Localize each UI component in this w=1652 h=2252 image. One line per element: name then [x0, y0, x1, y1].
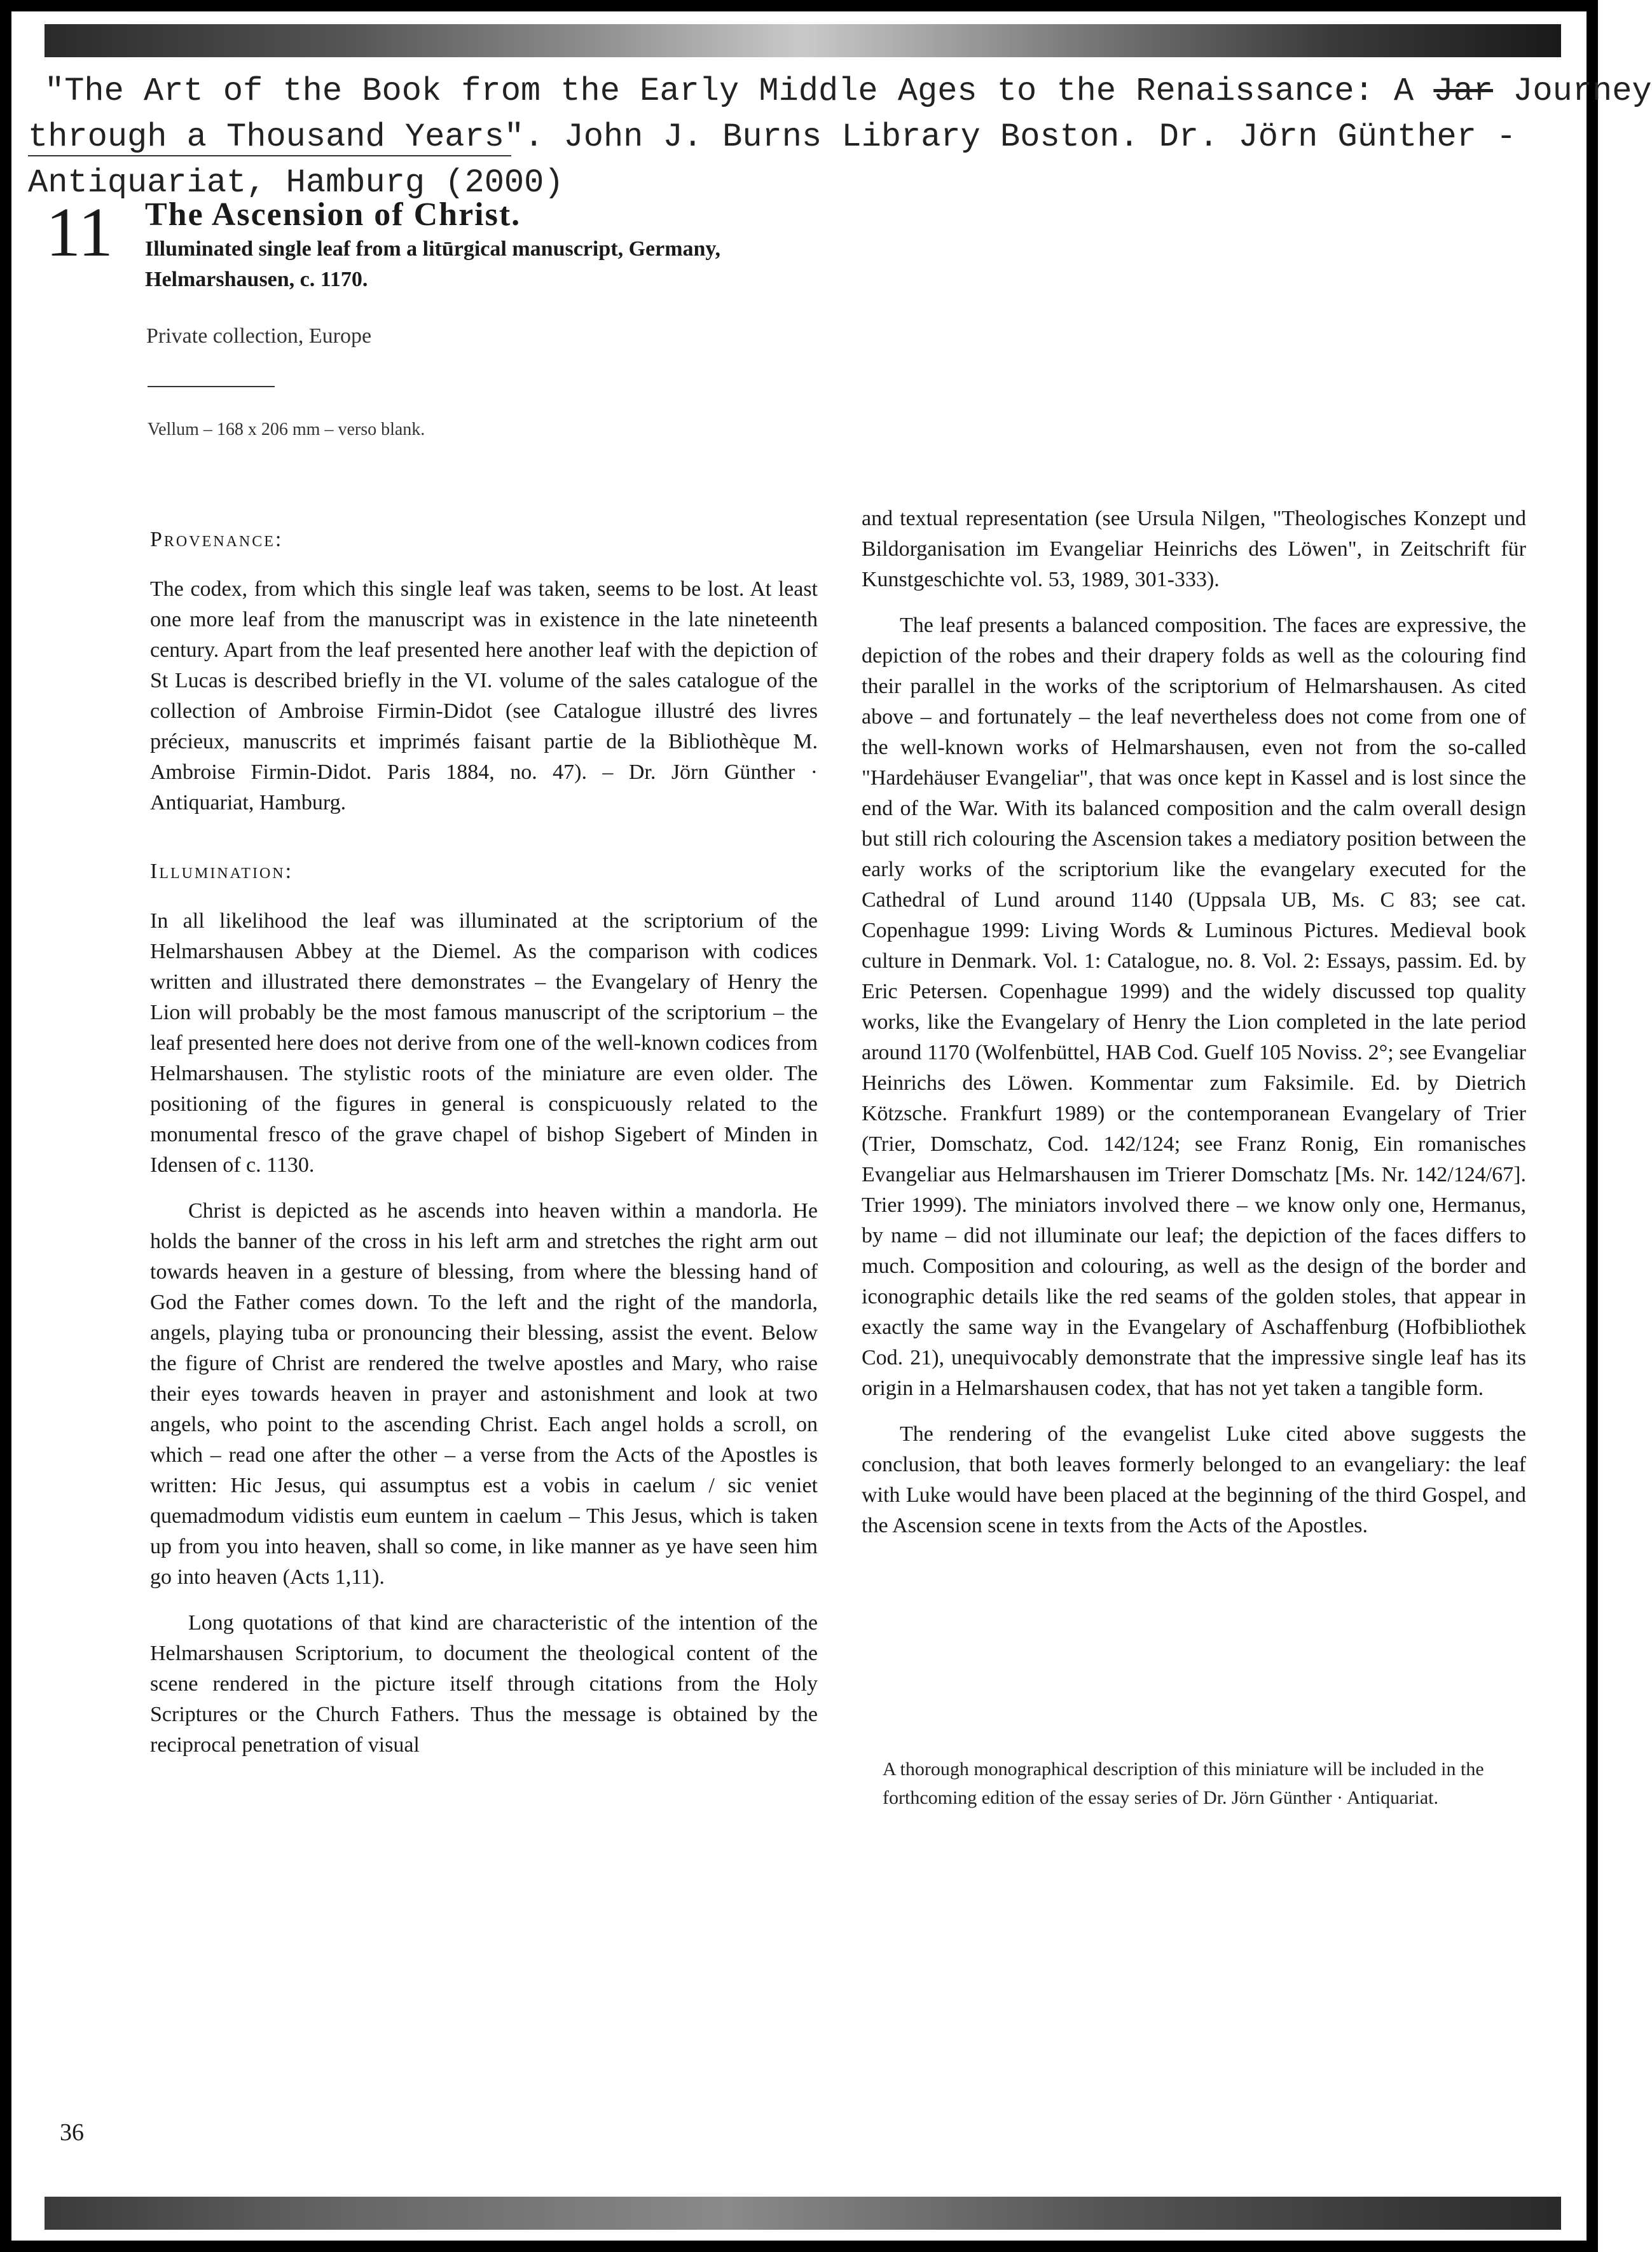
- monograph-note: A thorough monographical description of this miniature will be included in the forthcoming edition of the essay series of Dr. Jörn Günther · Antiquariat.: [883, 1759, 1484, 1808]
- provenance-heading: Provenance:: [150, 528, 284, 551]
- scan-edge-top: [45, 24, 1561, 57]
- source-line-3: Antiquariat, Hamburg (2000): [28, 160, 1580, 206]
- struck-word: Jar: [1433, 72, 1493, 110]
- scan-edge-bottom: [45, 2197, 1561, 2230]
- source-line-2: through a Thousand Years". John J. Burns Library Boston. Dr. Jörn Günther -: [28, 118, 1517, 156]
- entry-number: 11: [46, 193, 113, 271]
- illumination-paragraph-1: In all likelihood the leaf was illuminated at the scriptorium of the Helmarshausen Abbey at the Diemel. As the comparison with codices written and illustrated there demonstrates – the Evangelary of Henry the Lion will probably be the most famous manuscript of the scriptorium – the leaf presented here does not derive from one of the well-known codices from Helmarshausen. The stylistic roots of the miniature are even older. The positioning of the figures in general is conspicuously related to the monumental fresco of the grave chapel of bishop Sigebert of Minden in Idensen of c. 1130.: [150, 909, 818, 1177]
- illumination-paragraph-3-continued: and textual representation (see Ursula Nilgen, "Theologisches Konzept und Bildorganisation im Evangeliar Heinrichs des Löwen", in Zeitschrift für Kunstgeschichte vol. 53, 1989, 301-333).: [862, 507, 1526, 591]
- entry-subtitle: Illuminated single leaf from a litūrgical manuscript, Germany, Helmarshausen, c. 1170.: [145, 237, 721, 291]
- illumination-paragraph-3: Long quotations of that kind are characteristic of the intention of the Helmarshausen Scriptorium, to document the theological content of the scene rendered in the picture itself through citations from the Holy Scriptures or the Church Fathers. Thus the message is obtained by the reciprocal penetration of visual: [150, 1611, 818, 1757]
- source-line-1: "The Art of the Book from the Early Middle Ages to the Renaissance: A Jar Journey: [45, 72, 1652, 110]
- page-number: 36: [60, 2119, 84, 2146]
- collection-label: Private collection, Europe: [146, 324, 372, 348]
- illumination-paragraph-4: The leaf presents a balanced composition. The faces are expressive, the depiction of the robes and their drapery folds as well as the colouring find their parallel in the works of the scriptorium of Helmarshausen. As cited above – and fortunately – the leaf nevertheless does not come from one of the well-known works of Helmarshausen, even not from the so-called "Hardehäuser Evangeliar", that was once kept in Kassel and is lost since the end of the War. With its balanced composition and the calm overall design but still rich colouring the Ascension takes a mediatory position between the early works of the scriptorium like the evangelary executed for the Cathedral of Lund around 1140 (Uppsala UB, Ms. C 83; see cat. Copenhague 1999: Living Words & Luminous Pictures. Medieval book culture in Denmark. Vol. 1: Catalogue, no. 8. Vol. 2: Essays, passim. Ed. by Eric Petersen. Copenhague 1999) and the widely discussed top quality works, like the Evangelary of Henry the Lion completed in the late period around 1170 (Wolfenbüttel, HAB Cod. Guelf 105 Noviss. 2°; see Evangeliar Heinrichs des Löwen. Kommentar zum Faksimile. Ed. by Dietrich Kötzsche. Frankfurt 1989) or the contemporanean Evangelary of Trier (Trier, Domschatz, Cod. 142/124; see Franz Ronig, Ein romanisches Evangeliar aus Helmarshausen im Trierer Domschatz [Ms. Nr. 142/124/67]. Trier 1999). The miniators involved there – we know only one, Hermanus, by name – did not illuminate our leaf; the depiction of the faces differs to much. Composition and colouring, as well as the design of the border and iconographic details like the red seams of the golden stoles, that appear in exactly the same way in the Evangelary of Aschaffenburg (Hofbibliothek Cod. 21), unequivocably demonstrate that the impressive single leaf has its origin in a Helmarshausen codex, that has not yet taken a tangible form.: [862, 614, 1526, 1400]
- left-column: [150, 525, 818, 1761]
- illumination-paragraph-5: The rendering of the evangelist Luke cited above suggests the conclusion, that both leaves formerly belonged to an evangeliary: the leaf with Luke would have been placed at the beginning of the third Gospel, and the Ascension scene in texts from the Acts of the Apostles.: [862, 1422, 1526, 1537]
- illumination-paragraph-2: Christ is depicted as he ascends into heaven within a mandorla. He holds the banner of the cross in his left arm and stretches the right arm out towards heaven in a gesture of blessing, from where the blessing hand of God the Father comes down. To the left and the right of the mandorla, angels, playing tuba or pronouncing their blessing, assist the event. Below the figure of Christ are rendered the twelve apostles and Mary, who raise their eyes towards heaven in prayer and astonishment and look at two angels, who point to the ascending Christ. Each angel holds a scroll, on which – read one after the other – a verse from the Acts of the Apostles is written: Hic Jesus, qui assumptus est a vobis in caelum / sic veniet quemadmodum vidistis eum euntem in caelum – This Jesus, which is taken up from you into heaven, shall so come, in like manner as ye have seen him go into heaven (Acts 1,11).: [150, 1199, 818, 1589]
- illumination-heading: Illumination:: [150, 860, 294, 883]
- entry-title: The Ascension of Christ.: [145, 196, 521, 233]
- physical-description: Vellum – 168 x 206 mm – verso blank.: [148, 420, 425, 439]
- right-column: [862, 504, 1526, 1541]
- typewritten-source-note: [28, 69, 1652, 206]
- divider: [148, 386, 275, 387]
- provenance-text: The codex, from which this single leaf was taken, seems to be lost. At least one more leaf from the manuscript was in existence in the late nineteenth century. Apart from the leaf presented here another leaf with the depiction of St Lucas is described briefly in the VI. volume of the sales catalogue of the collection of Ambroise Firmin-Didot (see Catalogue illustré des livres précieux, manuscrits et imprimés faisant partie de la Bibliothèque M. Ambroise Firmin-Didot. Paris 1884, no. 47). – Dr. Jörn Günther · Antiquariat, Hamburg.: [150, 577, 818, 814]
